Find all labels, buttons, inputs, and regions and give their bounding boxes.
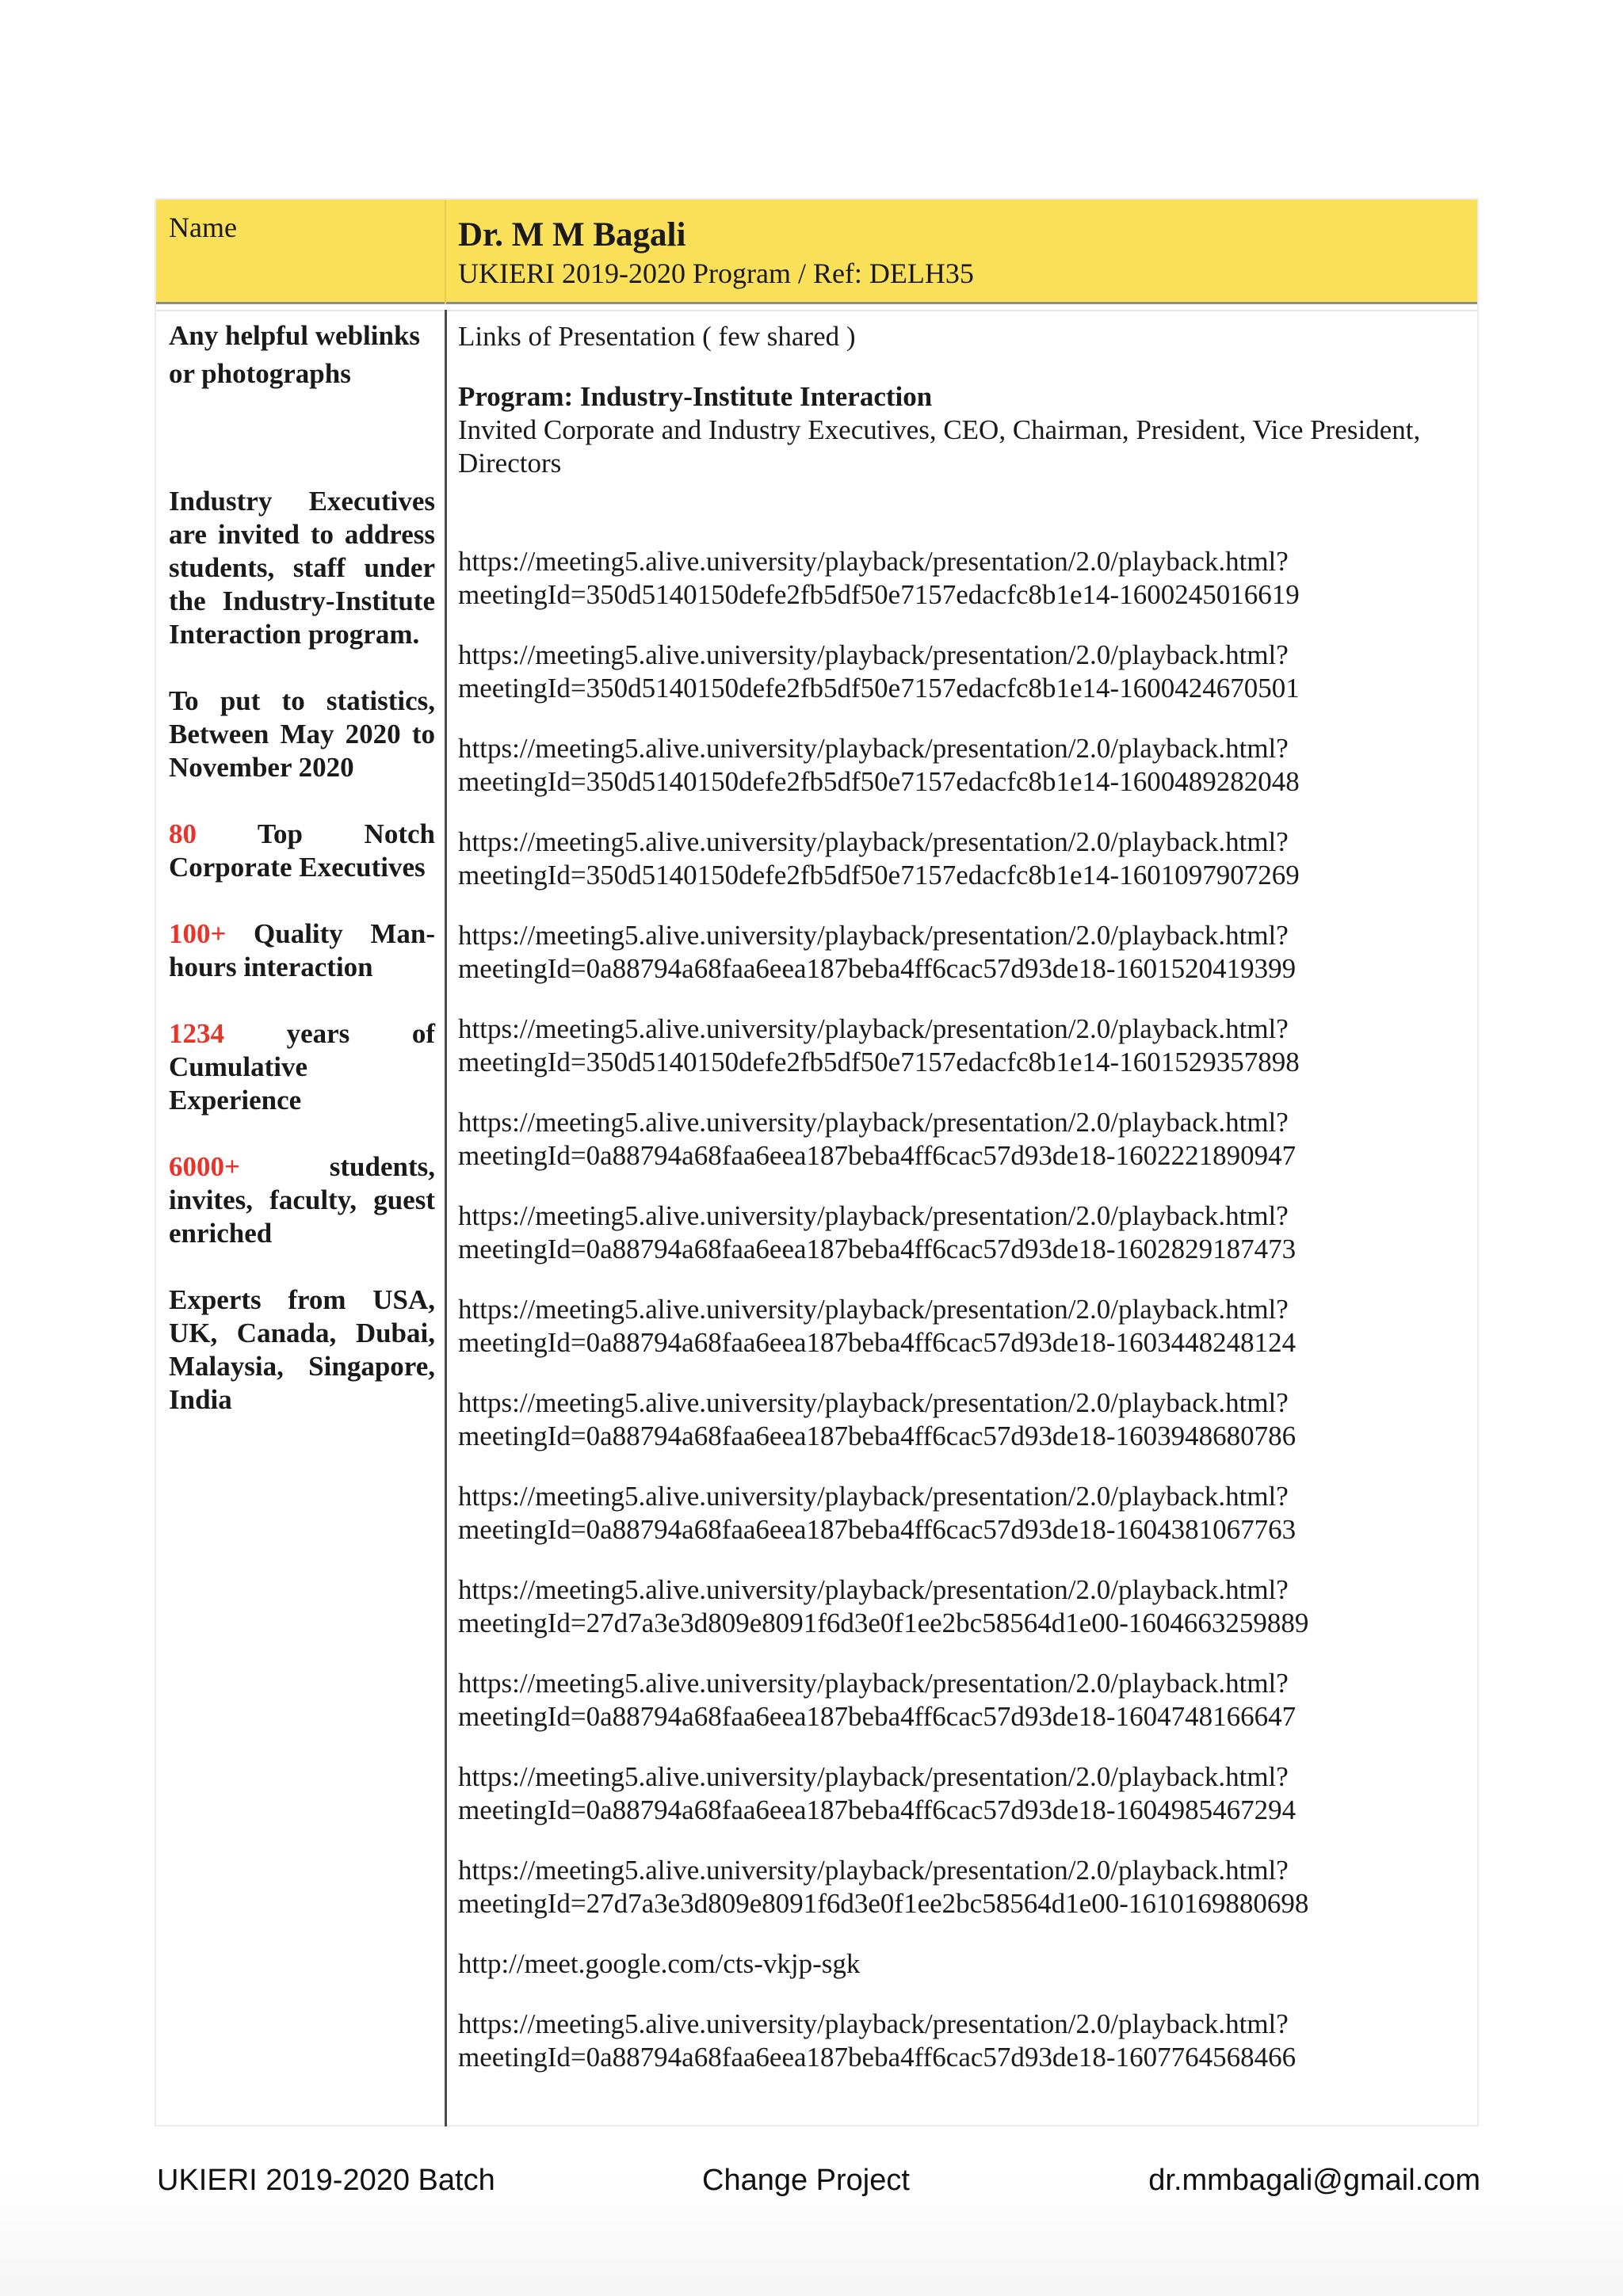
footer-project: Change Project [702, 2164, 910, 2197]
stat-text: Quality Man-hours interaction [169, 918, 435, 982]
program-title: Program: Industry-Institute Interaction [458, 381, 933, 412]
executives-intro: Industry Executives are invited to address students, staff under the Industry-Institute Interaction program. [169, 486, 435, 650]
stat-executives [169, 818, 435, 884]
footer-email[interactable]: dr.mmbagali@gmail.com [1148, 2164, 1480, 2197]
stat-experience [169, 1017, 435, 1117]
stat-value: 6000+ [169, 1151, 240, 1182]
experts-countries: Experts from USA, UK, Canada, Dubai, Malaysia, Singapore, India [169, 1284, 435, 1415]
stat-value: 100+ [169, 918, 227, 949]
stat-text: students, invites, faculty, guest enriched [169, 1151, 435, 1249]
header-divider [445, 200, 446, 304]
left-column [169, 317, 435, 1450]
presentation-link[interactable]: https://meeting5.alive.university/playback/presentation/2.0/playback.html? meetingId=0a88794a68faa6eea187beba4ff6cac57d93de18-1603948680786 [458, 1387, 1296, 1451]
presentation-link[interactable]: https://meeting5.alive.university/playback/presentation/2.0/playback.html? meetingId=0a88794a68faa6eea187beba4ff6cac57d93de18-1604748166647 [458, 1668, 1296, 1732]
presentation-link[interactable]: https://meeting5.alive.university/playback/presentation/2.0/playback.html? meetingId=0a88794a68faa6eea187beba4ff6cac57d93de18-1603448248124 [458, 1294, 1296, 1358]
presentation-link[interactable]: https://meeting5.alive.university/playback/presentation/2.0/playback.html? meetingId=0a88794a68faa6eea187beba4ff6cac57d93de18-1601520419399 [458, 920, 1296, 984]
links-intro: Links of Presentation ( few shared ) [458, 321, 856, 352]
right-column [458, 320, 1465, 2101]
meet-link[interactable]: http://meet.google.com/cts-vkjp-sgk [458, 1948, 861, 1979]
statistics-period: To put to statistics, Between May 2020 to November 2020 [169, 685, 435, 783]
helpful-links-label: Any helpful weblinks or photographs [169, 320, 421, 389]
program-description: Invited Corporate and Industry Executives, CEO, Chairman, President, Vice President, Directors [458, 414, 1421, 479]
presentation-link[interactable]: https://meeting5.alive.university/playback/presentation/2.0/playback.html? meetingId=350d5140150defe2fb5df50e7157edacfc8b1e14-1601529357898 [458, 1013, 1300, 1077]
stat-text: years of Cumulative Experience [169, 1018, 435, 1116]
row-separator [156, 310, 1477, 311]
presentation-link[interactable]: https://meeting5.alive.university/playback/presentation/2.0/playback.html? meetingId=0a88794a68faa6eea187beba4ff6cac57d93de18-1602221890947 [458, 1107, 1296, 1171]
header-row [156, 200, 1477, 304]
presentation-link[interactable]: https://meeting5.alive.university/playback/presentation/2.0/playback.html? meetingId=350d5140150defe2fb5df50e7157edacfc8b1e14-1600489282048 [458, 733, 1300, 797]
name-label: Name [169, 212, 237, 243]
presentation-link[interactable]: https://meeting5.alive.university/playback/presentation/2.0/playback.html? meetingId=27d7a3e3d809e8091f6d3e0f1ee2bc58564d1e00-1610169880698 [458, 1855, 1309, 1919]
presentation-link[interactable]: https://meeting5.alive.university/playback/presentation/2.0/playback.html? meetingId=350d5140150defe2fb5df50e7157edacfc8b1e14-1600245016619 [458, 546, 1300, 610]
person-name: Dr. M M Bagali [458, 216, 686, 254]
info-table [155, 198, 1479, 2126]
stat-students [169, 1150, 435, 1250]
stat-text: Top Notch Corporate Executives [169, 818, 435, 883]
stat-value: 1234 [169, 1018, 224, 1049]
presentation-link[interactable]: https://meeting5.alive.university/playback/presentation/2.0/playback.html? meetingId=350d5140150defe2fb5df50e7157edacfc8b1e14-1600424670501 [458, 639, 1300, 704]
presentation-link[interactable]: https://meeting5.alive.university/playback/presentation/2.0/playback.html? meetingId=0a88794a68faa6eea187beba4ff6cac57d93de18-1602829187473 [458, 1200, 1296, 1264]
program-reference: UKIERI 2019-2020 Program / Ref: DELH35 [458, 257, 974, 289]
presentation-link[interactable]: https://meeting5.alive.university/playback/presentation/2.0/playback.html? meetingId=27d7a3e3d809e8091f6d3e0f1ee2bc58564d1e00-1604663259889 [458, 1574, 1309, 1638]
stat-value: 80 [169, 818, 197, 849]
presentation-link[interactable]: https://meeting5.alive.university/playback/presentation/2.0/playback.html? meetingId=0a88794a68faa6eea187beba4ff6cac57d93de18-1607764568466 [458, 2008, 1296, 2073]
presentation-link[interactable]: https://meeting5.alive.university/playback/presentation/2.0/playback.html? meetingId=350d5140150defe2fb5df50e7157edacfc8b1e14-1601097907269 [458, 826, 1300, 891]
footer-batch: UKIERI 2019-2020 Batch [157, 2164, 495, 2197]
column-divider [445, 310, 447, 2126]
presentation-link[interactable]: https://meeting5.alive.university/playback/presentation/2.0/playback.html? meetingId=0a88794a68faa6eea187beba4ff6cac57d93de18-1604381067763 [458, 1481, 1296, 1545]
presentation-link[interactable]: https://meeting5.alive.university/playback/presentation/2.0/playback.html? meetingId=0a88794a68faa6eea187beba4ff6cac57d93de18-1604985467294 [458, 1761, 1296, 1825]
stat-manhours [169, 917, 435, 984]
